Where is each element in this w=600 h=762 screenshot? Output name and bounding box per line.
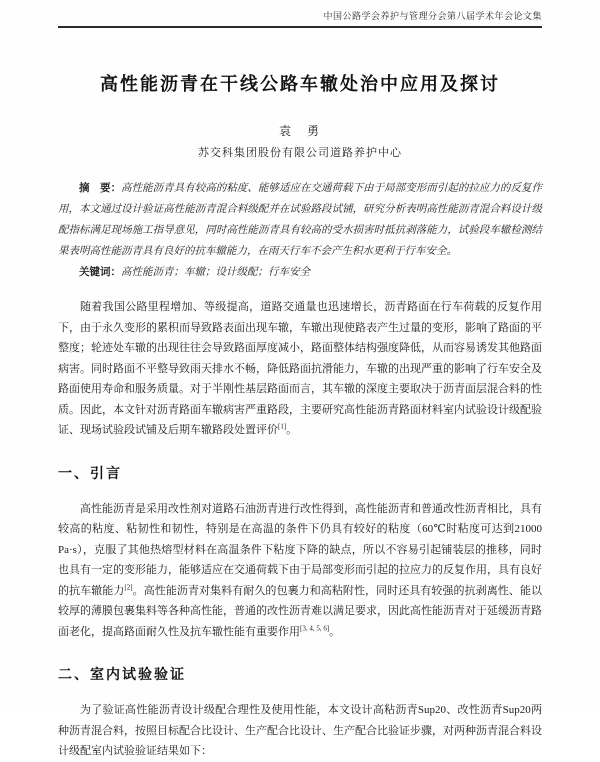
keywords-line — [58, 262, 542, 283]
section-2-paragraph: 为了验证高性能沥青设计级配合理性及使用性能，本文设计高粘沥青Sup20、改性沥青Sup20两种沥青混合料，按照目标配合比设计、生产配合比设计、生产配合比验证步骤，对两种沥青混合料设计级配室内试验验证结果如下： — [58, 704, 542, 757]
section-2-heading: 二、室内试验验证 — [58, 666, 186, 682]
section-1-paragraph: 高性能沥青是采用改性剂对道路石油沥青进行改性得到，高性能沥青和普通改性沥青相比，具有较高的粘度、粘韧性和韧性，特别是在高温的条件下仍具有较好的粘度（60℃时粘度可达到21000 Pa·s），克服了其他热熔型材料在高温条件下粘度下降的缺点，所以不容易引起铺装层的推移，同时也具有一定的变形能力，能够适应在交通荷载下由于局部变形而引起的拉应力的反复作用，具有良好的抗车辙能力[2]。高性能沥青对集料有耐久的包裹力和高粘附性，同时还具有较强的抗剥离性、能以较厚的薄膜包裹集料等各种高性能，普通的改性沥青难以满足要求，因此高性能沥青对于延缓沥青路面老化，提高路面耐久性及抗车辙性能有重要作用[3, 4, 5, 6]。 — [58, 502, 543, 638]
intro-paragraph: 随着我国公路里程增加、等级提高，道路交通量也迅速增长，沥青路面在行车荷载的反复作用下，由于永久变形的累积而导致路表面出现车辙，车辙出现使路表产生过量的变形，影响了路面的平整度；轮迹处车辙的出现往往会导致路面厚度减小，路面整体结构强度降低，从而容易诱发其他路面病害。同时路面不平整导致雨天排水不畅，降低路面抗滑能力，车辙的出现严重的影响了行车安全及路面使用寿命和服务质量。对于半刚性基层路面而言，其车辙的深度主要取决于沥青面层混合料的性质。因此，本文针对沥青路面车辙病害严重路段，主要研究高性能沥青路面材料室内试验设计级配验证、现场试验段试铺及后期车辙路段处置评价[1]。 — [58, 301, 542, 436]
paper-title: 高性能沥青在干线公路车辙处治中应用及探讨 — [100, 74, 500, 94]
keywords-label: 关键词： — [79, 266, 121, 278]
affiliation: 苏交科集团股份有限公司道路养护中心 — [198, 147, 402, 159]
abstract-paragraph — [58, 178, 542, 262]
author-name: 袁 勇 — [278, 124, 321, 138]
keywords-text: 高性能沥青；车辙；设计级配；行车安全 — [121, 267, 310, 278]
abstract-text: 高性能沥青具有较高的粘度、能够适应在交通荷载下由于局部变形而引起的拉应力的反复作用，本文通过设计验证高性能沥青混合料级配并在试验路段试铺，研究分析表明高性能沥青混合料设计级配指标满足现场施工指导意见，同时高性能沥青具有较高的受水损害时抵抗剥落能力，试验段车辙检测结果表明高性能沥青具有良好的抗车辙能力，在雨天行车不会产生积水更利于行车安全。 — [58, 183, 542, 257]
proceedings-header: 中国公路学会养护与管理分会第八届学术年会论文集 — [58, 0, 542, 28]
abstract-label: 摘 要： — [79, 182, 122, 194]
section-1-heading: 一、引言 — [58, 464, 122, 481]
abstract-block — [58, 178, 542, 283]
